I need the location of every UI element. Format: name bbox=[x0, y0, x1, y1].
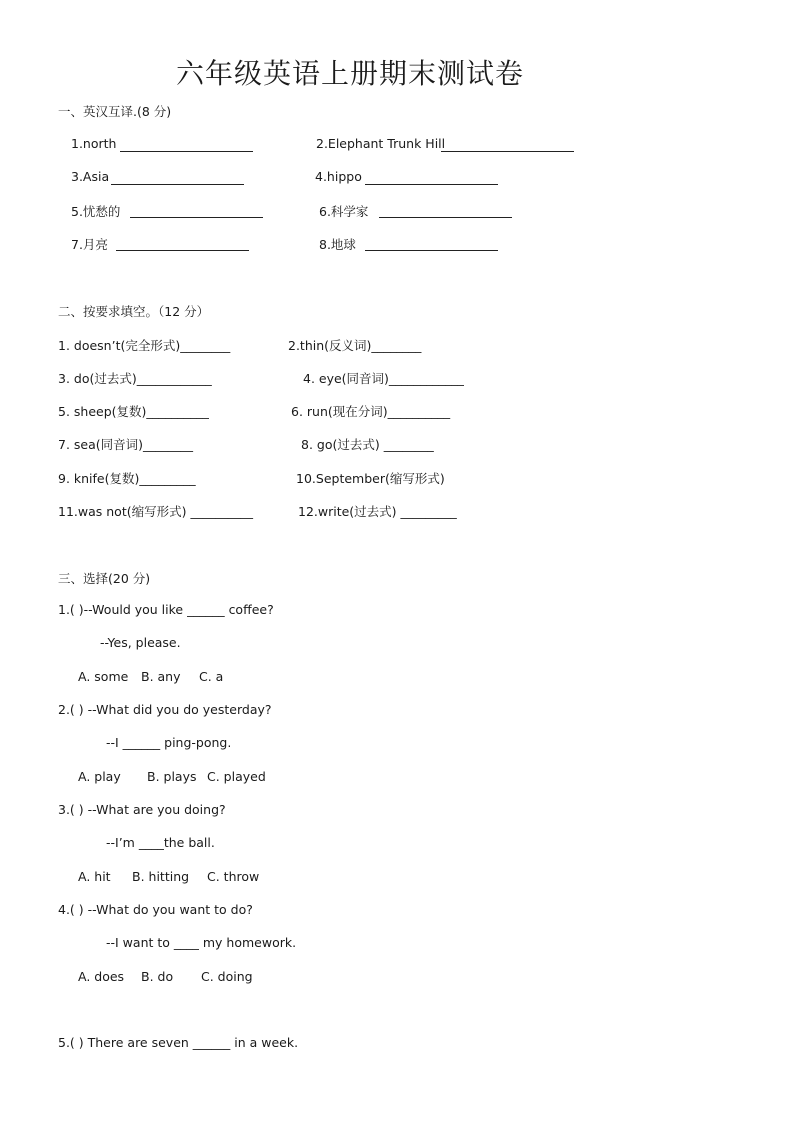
s2-item-12: 12.write(过去式) _________ bbox=[298, 504, 457, 519]
answer-blank[interactable] bbox=[111, 184, 244, 185]
answer-blank[interactable] bbox=[379, 217, 512, 218]
section3-heading: 三、选择(20 分) bbox=[58, 571, 151, 586]
s2-item-11: 11.was not(缩写形式) __________ bbox=[58, 504, 253, 519]
option-4a[interactable]: A. does bbox=[78, 969, 125, 984]
answer-line-1: --Yes, please. bbox=[100, 635, 181, 650]
option-4b[interactable]: B. do bbox=[141, 969, 174, 984]
s1-item-4: 4.hippo bbox=[315, 169, 362, 184]
option-3c[interactable]: C. throw bbox=[207, 869, 260, 884]
question-2: 2.( ) --What did you do yesterday? bbox=[58, 702, 272, 717]
option-3a[interactable]: A. hit bbox=[78, 869, 111, 884]
option-2b[interactable]: B. plays bbox=[147, 769, 197, 784]
option-1b[interactable]: B. any bbox=[141, 669, 181, 684]
s2-item-4: 4. eye(同音词)____________ bbox=[303, 371, 464, 386]
s1-item-7: 7.月亮 bbox=[71, 237, 108, 252]
s2-item-2: 2.thin(反义词)________ bbox=[288, 338, 422, 353]
answer-line-3: --I’m ____the ball. bbox=[106, 835, 215, 850]
option-2a[interactable]: A. play bbox=[78, 769, 121, 784]
answer-blank[interactable] bbox=[365, 250, 498, 251]
section2-heading: 二、按要求填空。（12 分） bbox=[58, 304, 210, 319]
s2-item-9: 9. knife(复数)_________ bbox=[58, 471, 196, 486]
option-1c[interactable]: C. a bbox=[199, 669, 224, 684]
question-4: 4.( ) --What do you want to do? bbox=[58, 902, 253, 917]
option-4c[interactable]: C. doing bbox=[201, 969, 253, 984]
answer-blank[interactable] bbox=[116, 250, 249, 251]
s1-item-5: 5.忧愁的 bbox=[71, 204, 121, 219]
answer-line-2: --I ______ ping-pong. bbox=[106, 735, 232, 750]
page-title: 六年级英语上册期末测试卷 bbox=[175, 57, 524, 90]
option-2c[interactable]: C. played bbox=[207, 769, 266, 784]
s2-item-6: 6. run(现在分词)__________ bbox=[291, 404, 451, 419]
answer-blank[interactable] bbox=[130, 217, 263, 218]
question-1: 1.( )--Would you like ______ coffee? bbox=[58, 602, 274, 617]
s2-item-7: 7. sea(同音词)________ bbox=[58, 437, 194, 452]
s2-item-8: 8. go(过去式) ________ bbox=[301, 437, 434, 452]
answer-blank[interactable] bbox=[365, 184, 498, 185]
answer-blank[interactable] bbox=[441, 151, 574, 152]
s1-item-2: 2.Elephant Trunk Hill bbox=[316, 136, 446, 151]
answer-line-4: --I want to ____ my homework. bbox=[106, 935, 297, 950]
question-3: 3.( ) --What are you doing? bbox=[58, 802, 226, 817]
section1-heading: 一、英汉互译.(8 分) bbox=[58, 104, 172, 119]
s2-item-3: 3. do(过去式)____________ bbox=[58, 371, 212, 386]
s2-item-1: 1. doesn’t(完全形式)________ bbox=[58, 338, 231, 353]
option-1a[interactable]: A. some bbox=[78, 669, 129, 684]
s1-item-8: 8.地球 bbox=[319, 237, 356, 252]
option-3b[interactable]: B. hitting bbox=[132, 869, 190, 884]
s1-item-3: 3.Asia bbox=[71, 169, 110, 184]
s2-item-10: 10.September(缩写形式) bbox=[296, 471, 445, 486]
answer-blank[interactable] bbox=[120, 151, 253, 152]
question-5: 5.( ) There are seven ______ in a week. bbox=[58, 1035, 299, 1050]
s1-item-1: 1.north bbox=[71, 136, 117, 151]
s2-item-5: 5. sheep(复数)__________ bbox=[58, 404, 209, 419]
s1-item-6: 6.科学家 bbox=[319, 204, 369, 219]
